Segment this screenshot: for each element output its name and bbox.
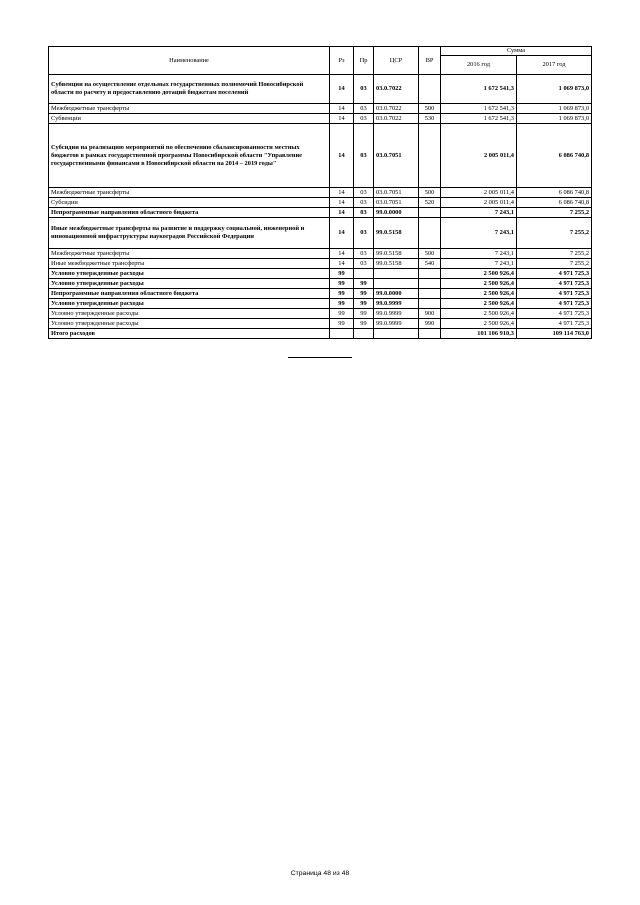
table-row	[49, 309, 592, 319]
cell-pr: 03	[354, 124, 374, 188]
table-row	[49, 299, 592, 309]
cell-vr	[419, 75, 441, 104]
cell-rz: 14	[330, 114, 354, 124]
cell-y2017: 7 255,2	[517, 259, 592, 269]
cell-y2017: 7 255,2	[517, 208, 592, 218]
cell-y2016: 7 243,1	[441, 218, 517, 249]
cell-name: Непрограммные направления областного бюджета	[49, 208, 330, 218]
cell-name: Межбюджетные трансферты	[49, 104, 330, 114]
cell-csr: 99.0.5158	[374, 218, 419, 249]
header-name: Наименование	[49, 47, 330, 75]
cell-pr: 03	[354, 208, 374, 218]
cell-vr: 500	[419, 249, 441, 259]
cell-y2017: 4 971 725,3	[517, 269, 592, 279]
cell-vr	[419, 289, 441, 299]
cell-rz: 14	[330, 208, 354, 218]
cell-y2017: 7 255,2	[517, 249, 592, 259]
cell-rz: 99	[330, 319, 354, 329]
cell-name: Условно утвержденные расходы	[49, 299, 330, 309]
cell-vr	[419, 299, 441, 309]
cell-pr: 99	[354, 299, 374, 309]
page-number: Страница 48 из 48	[290, 870, 350, 877]
cell-name: Условно утвержденные расходы	[49, 279, 330, 289]
cell-csr: 03.0.7051	[374, 188, 419, 198]
cell-csr	[374, 279, 419, 289]
table-row	[49, 279, 592, 289]
cell-pr: 03	[354, 114, 374, 124]
cell-rz: 99	[330, 299, 354, 309]
header-csr: ЦСР	[374, 47, 419, 75]
cell-name: Условно утвержденные расходы	[49, 309, 330, 319]
cell-y2016: 1 672 541,3	[441, 104, 517, 114]
cell-csr: 99.0.9999	[374, 299, 419, 309]
cell-vr	[419, 208, 441, 218]
table-row	[49, 124, 592, 188]
table-row	[49, 188, 592, 198]
cell-pr: 03	[354, 249, 374, 259]
cell-name: Субвенции на осуществление отдельных государственных полномочий Новосибирской области по расчету и предоставлению дотаций бюджетам поселений	[49, 75, 330, 104]
table-row	[49, 104, 592, 114]
cell-vr: 900	[419, 309, 441, 319]
cell-y2017: 1 069 873,0	[517, 104, 592, 114]
cell-pr: 03	[354, 198, 374, 208]
table-body	[49, 75, 592, 339]
cell-rz: 14	[330, 188, 354, 198]
cell-y2016: 2 005 011,4	[441, 188, 517, 198]
cell-y2017: 4 971 725,3	[517, 289, 592, 299]
table-row	[49, 329, 592, 339]
cell-name: Условно утвержденные расходы	[49, 269, 330, 279]
cell-y2016: 2 005 011,4	[441, 198, 517, 208]
cell-pr: 99	[354, 319, 374, 329]
cell-pr: 99	[354, 309, 374, 319]
header-pr: Пр	[354, 47, 374, 75]
table-row	[49, 75, 592, 104]
table-row	[49, 259, 592, 269]
cell-rz: 14	[330, 198, 354, 208]
cell-name: Субвенции	[49, 114, 330, 124]
cell-y2016: 2 500 926,4	[441, 269, 517, 279]
cell-rz: 14	[330, 104, 354, 114]
cell-csr: 99.0.5158	[374, 259, 419, 269]
cell-vr	[419, 279, 441, 289]
cell-csr: 99.0.9999	[374, 309, 419, 319]
cell-rz	[330, 329, 354, 339]
cell-y2016: 2 500 926,4	[441, 309, 517, 319]
cell-csr	[374, 269, 419, 279]
cell-rz: 14	[330, 218, 354, 249]
table-row	[49, 319, 592, 329]
cell-csr: 03.0.7051	[374, 124, 419, 188]
cell-pr: 03	[354, 75, 374, 104]
table-row	[49, 289, 592, 299]
cell-rz: 14	[330, 75, 354, 104]
table-row	[49, 198, 592, 208]
cell-y2016: 7 243,1	[441, 208, 517, 218]
cell-pr: 99	[354, 289, 374, 299]
cell-y2016: 2 500 926,4	[441, 319, 517, 329]
cell-y2017: 4 971 725,3	[517, 309, 592, 319]
cell-rz: 14	[330, 249, 354, 259]
cell-csr: 99.0.5158	[374, 249, 419, 259]
cell-y2017: 4 971 725,3	[517, 319, 592, 329]
cell-y2016: 7 243,1	[441, 259, 517, 269]
cell-vr: 520	[419, 198, 441, 208]
header-sum: Сумма	[441, 47, 592, 56]
cell-rz: 99	[330, 289, 354, 299]
cell-csr	[374, 329, 419, 339]
table-row	[49, 218, 592, 249]
cell-y2016: 2 500 926,4	[441, 279, 517, 289]
table-row	[49, 208, 592, 218]
table-row	[49, 249, 592, 259]
cell-vr	[419, 218, 441, 249]
cell-rz: 14	[330, 124, 354, 188]
cell-csr: 99.0.0000	[374, 289, 419, 299]
cell-y2016: 2 500 926,4	[441, 299, 517, 309]
cell-name: Условно утвержденные расходы	[49, 319, 330, 329]
cell-csr: 03.0.7022	[374, 114, 419, 124]
header-year-2017: 2017 год	[517, 56, 592, 75]
cell-rz: 99	[330, 269, 354, 279]
cell-csr: 03.0.7022	[374, 75, 419, 104]
cell-y2017: 7 255,2	[517, 218, 592, 249]
cell-name: Непрограммные направления областного бюджета	[49, 289, 330, 299]
cell-rz: 99	[330, 279, 354, 289]
cell-y2017: 1 069 873,0	[517, 114, 592, 124]
cell-y2017: 6 086 740,8	[517, 188, 592, 198]
cell-vr	[419, 124, 441, 188]
cell-csr: 03.0.7051	[374, 198, 419, 208]
cell-name: Иные межбюджетные трансферты	[49, 259, 330, 269]
cell-y2016: 1 672 541,3	[441, 75, 517, 104]
header-rz: Рз	[330, 47, 354, 75]
cell-vr: 540	[419, 259, 441, 269]
cell-csr: 99.0.0000	[374, 208, 419, 218]
cell-vr: 500	[419, 104, 441, 114]
cell-pr	[354, 269, 374, 279]
cell-csr: 03.0.7022	[374, 104, 419, 114]
cell-y2017: 4 971 725,3	[517, 299, 592, 309]
cell-name: Межбюджетные трансферты	[49, 249, 330, 259]
cell-name: Межбюджетные трансферты	[49, 188, 330, 198]
cell-y2016: 101 106 910,3	[441, 329, 517, 339]
cell-pr: 99	[354, 279, 374, 289]
cell-name: Иные межбюджетные трансферты на развитие и поддержку социальной, инженерной и инновационной инфраструктуры наукоградов Российской Федерации	[49, 218, 330, 249]
cell-y2016: 7 243,1	[441, 249, 517, 259]
header-year-2016: 2016 год	[441, 56, 517, 75]
cell-rz: 99	[330, 309, 354, 319]
cell-pr: 03	[354, 218, 374, 249]
cell-csr: 99.0.9999	[374, 319, 419, 329]
table-row	[49, 269, 592, 279]
cell-pr: 03	[354, 259, 374, 269]
cell-y2017: 6 086 740,8	[517, 124, 592, 188]
cell-pr: 03	[354, 188, 374, 198]
cell-y2017: 109 114 763,0	[517, 329, 592, 339]
cell-pr	[354, 329, 374, 339]
separator-line	[288, 357, 352, 358]
cell-y2016: 1 672 541,3	[441, 114, 517, 124]
cell-y2016: 2 005 011,4	[441, 124, 517, 188]
cell-y2017: 4 971 725,3	[517, 279, 592, 289]
cell-y2016: 2 500 926,4	[441, 289, 517, 299]
cell-y2017: 1 069 873,0	[517, 75, 592, 104]
table-row	[49, 114, 592, 124]
cell-vr	[419, 329, 441, 339]
cell-name: Субсидии	[49, 198, 330, 208]
cell-vr: 990	[419, 319, 441, 329]
cell-name: Итого расходов	[49, 329, 330, 339]
budget-table	[48, 46, 592, 339]
cell-name: Субсидии на реализацию мероприятий по обеспечению сбалансированности местных бюджетов в рамках государственной программы Новосибирской области "Управление государственными финансами в Новосибирской области на 2014 – 2019 годы"	[49, 124, 330, 188]
cell-vr: 530	[419, 114, 441, 124]
cell-y2017: 6 086 740,8	[517, 198, 592, 208]
cell-vr	[419, 269, 441, 279]
header-vr: ВР	[419, 47, 441, 75]
cell-vr: 500	[419, 188, 441, 198]
cell-pr: 03	[354, 104, 374, 114]
cell-rz: 14	[330, 259, 354, 269]
